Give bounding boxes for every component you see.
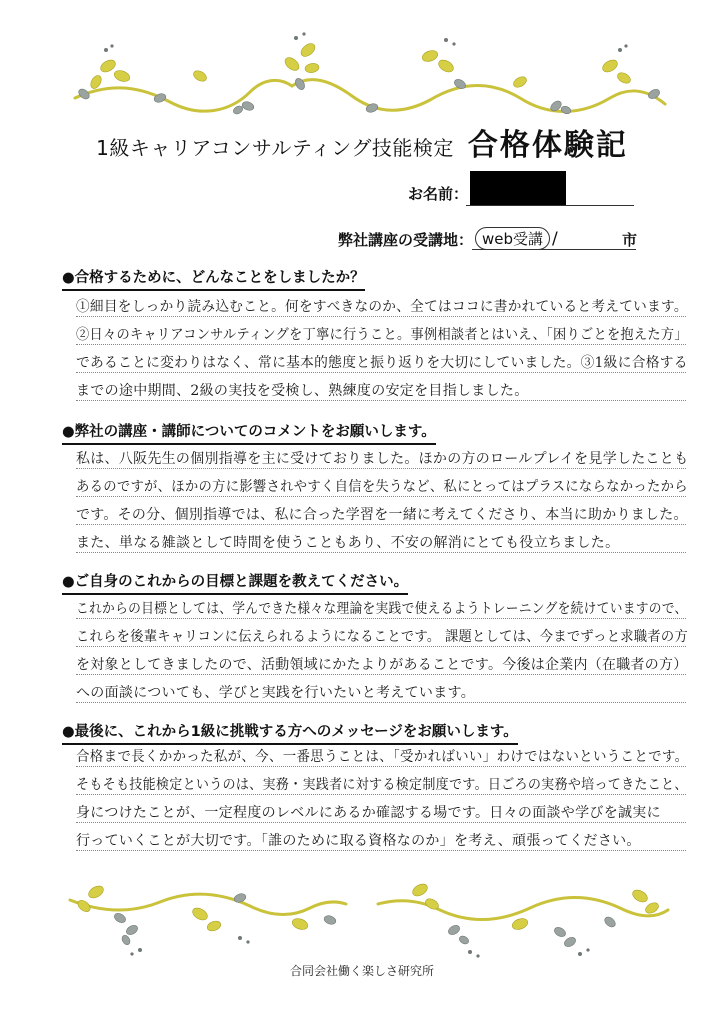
answer-line: ①細目をしっかり読み込むこと。何をすべきなのか、全てはココに書かれていると考えています。 — [76, 299, 688, 315]
answer-line: 合格まで長くかかった私が、今、一番思うことは、「受かればいい」わけではないということです。 — [76, 749, 689, 765]
venue-label: 弊社講座の受講地： — [338, 231, 474, 249]
ruled-line — [76, 400, 686, 401]
answer-line: までの途中期間、2級の実技を受検し、熟練度の安定を目指しました。 — [76, 383, 529, 399]
ruled-line — [76, 524, 686, 525]
answer-line: これらを後輩キャリコンに伝えられるようになることです。 課題としては、今までずっと求職者の方 — [76, 629, 689, 645]
ruled-line — [76, 702, 686, 703]
answer-line: への面談についても、学びと実践を行いたいと考えています。 — [76, 685, 475, 701]
ruled-line — [76, 344, 686, 345]
page-title-main: 1級キャリアコンサルティング技能検定 — [96, 136, 454, 160]
answer-line: 行っていくことが大切です。「誰のために取る資格なのか」を考え、頑張ってください。 — [76, 833, 641, 849]
ruled-line — [76, 468, 686, 469]
ruled-line — [76, 850, 686, 851]
floral-vine-footer-decoration — [0, 878, 724, 966]
answer-line: 身につけたことが、一定程度のレベルにあるか確認する場です。日々の面談や学びを誠実に — [76, 805, 661, 821]
answer-line: であることに変わりはなく、常に基本的態度と振り返りを大切にしていました。③1級に合格する — [76, 355, 688, 371]
venue-slash: / — [552, 229, 558, 249]
answer-line: です。その分、個別指導では、私に合った学習を一緒に考えてくださり、本当に助かりました。 — [76, 507, 688, 523]
ruled-line — [76, 496, 686, 497]
page-title — [0, 120, 724, 164]
venue-underline — [472, 249, 636, 250]
footer-company: 合同会社働く楽しさ研究所 — [289, 964, 434, 978]
ruled-line — [76, 674, 686, 675]
section-heading-4: ●最後に、これから1級に挑戦する方へのメッセージをお願いします。 — [62, 720, 518, 745]
ruled-line — [76, 372, 686, 373]
section-heading-1: ●合格するために、どんなことをしましたか？ — [62, 266, 365, 291]
ruled-line — [76, 552, 686, 553]
answer-line: 私は、八阪先生の個別指導を主に受けておりました。ほかの方のロールプレイを見学したことも — [76, 451, 689, 467]
ruled-line — [76, 766, 686, 767]
ruled-line — [76, 822, 686, 823]
ruled-line — [76, 646, 686, 647]
answer-line: あるのですが、ほかの方に影響されやすく自信を失うなど、私にとってはプラスにならなかったから — [76, 479, 688, 495]
answer-line: ②日々のキャリアコンサルティングを丁寧に行うこと。事例相談者とはいえ、「困りごとを抱えた方」 — [76, 327, 688, 343]
ruled-line — [76, 794, 686, 795]
ruled-line — [76, 618, 686, 619]
name-label: お名前： — [408, 185, 469, 203]
answer-line: また、単なる雑談として時間を使うこともあり、不安の解消にとても役立ちました。 — [76, 535, 620, 551]
venue-city-label: 市 — [622, 231, 638, 249]
answer-line: そもそも技能検定というのは、実務・実践者に対する検定制度です。日ごろの実務や培ってきたこと、 — [76, 777, 688, 793]
answer-line: を対象としてきましたので、活動領域にかたよりがあることです。今後は企業内（在職者の方） — [76, 657, 688, 673]
section-heading-2: ●弊社の講座・講師についてのコメントをお願いします。 — [62, 420, 436, 445]
section-heading-3: ●ご自身のこれからの目標と課題を教えてください。 — [62, 570, 408, 595]
name-underline — [466, 205, 634, 206]
name-redaction — [470, 171, 566, 205]
answer-line: これからの目標としては、学んできた様々な理論を実践で使えるようトレーニングを続けていますので、 — [76, 601, 688, 617]
floral-vine-header-decoration — [0, 20, 724, 120]
page-title-emphasis: 合格体験記 — [467, 128, 628, 163]
ruled-line — [76, 316, 686, 317]
venue-value-circled: web受講 — [475, 227, 550, 250]
